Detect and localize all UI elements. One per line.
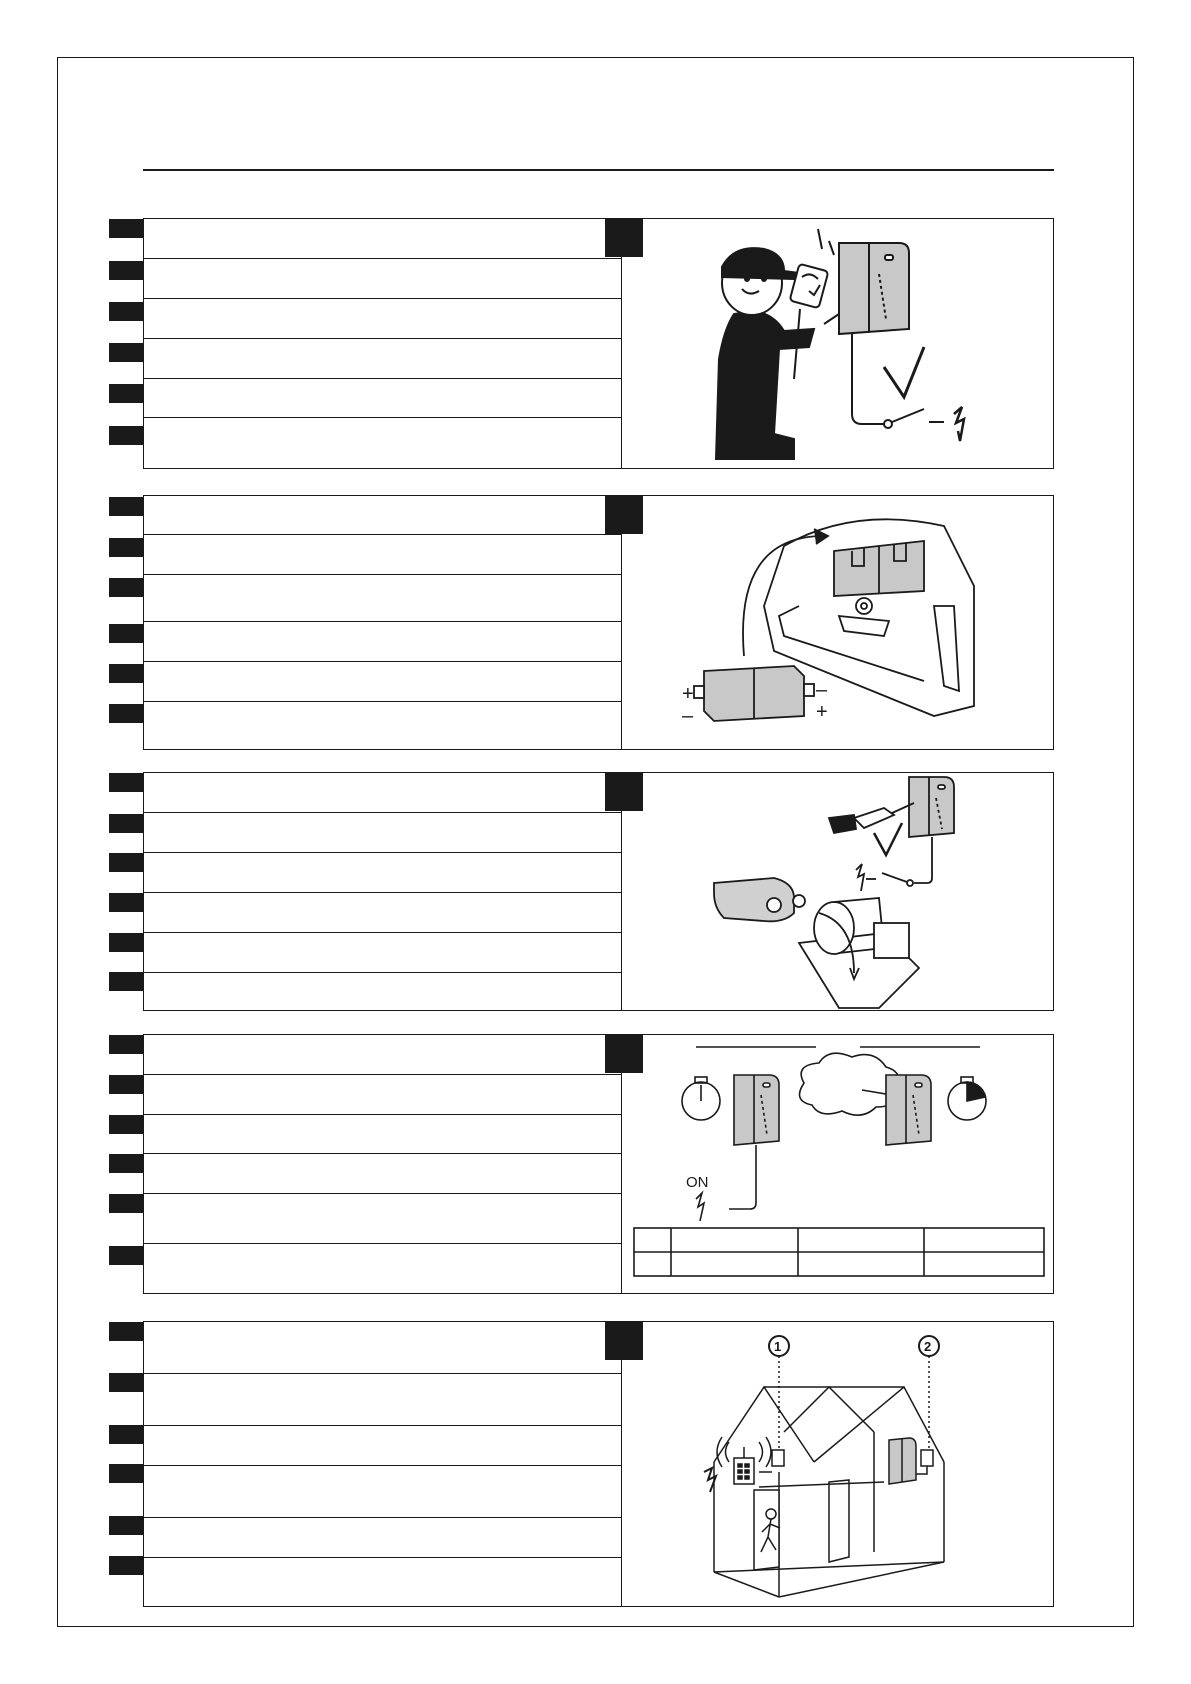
row-separator <box>144 534 621 535</box>
section-5-tab-5 <box>109 1516 143 1535</box>
section-4-tab-1 <box>109 1035 143 1054</box>
checkmark-icon <box>884 347 924 397</box>
section-4 <box>143 1034 1054 1294</box>
section-3-tab-4 <box>109 893 143 912</box>
row-separator <box>144 1425 621 1426</box>
row-separator <box>144 1193 621 1194</box>
row-separator <box>144 338 621 339</box>
screwdriver-icon <box>829 803 914 833</box>
section-1-tab-5 <box>109 384 143 403</box>
section-5-tab-1 <box>109 1322 143 1341</box>
row-separator <box>144 574 621 575</box>
polarity-plus-right: + <box>816 701 828 723</box>
timer-icon <box>948 1077 986 1120</box>
section-4-tab-6 <box>109 1246 143 1265</box>
section-2 <box>143 495 1054 750</box>
section-2-tab-4 <box>109 624 143 643</box>
battery-icon <box>834 541 924 596</box>
row-separator <box>144 298 621 299</box>
polarity-minus-left: – <box>682 705 694 727</box>
row-separator <box>144 1074 621 1075</box>
technician-figure <box>716 229 839 459</box>
section-3-tab-1 <box>109 773 143 792</box>
section-1-tab-3 <box>109 302 143 321</box>
section-2-tab-5 <box>109 664 143 683</box>
heater-unit-icon <box>839 243 909 424</box>
section-1-tab-6 <box>109 426 143 445</box>
section-5-tab-6 <box>109 1556 143 1575</box>
row-separator <box>144 1114 621 1115</box>
section-4-tab-3 <box>109 1115 143 1134</box>
section-5-tab-3 <box>109 1425 143 1444</box>
row-separator <box>144 1517 621 1518</box>
section-1-tab-2 <box>109 261 143 280</box>
row-separator <box>144 701 621 702</box>
marker-1-label: 1 <box>774 1339 782 1354</box>
settings-table <box>634 1228 1044 1276</box>
row-separator <box>144 378 621 379</box>
section-2-tab-3 <box>109 578 143 597</box>
row-separator <box>144 812 621 813</box>
row-separator <box>144 1373 621 1374</box>
lightning-icon <box>696 1193 704 1221</box>
section-3-tab-3 <box>109 853 143 872</box>
section-2-tab-1 <box>109 497 143 516</box>
section-1 <box>143 218 1054 469</box>
section-divider <box>621 1035 622 1293</box>
cloud-icon <box>800 1053 899 1115</box>
row-separator <box>144 1243 621 1244</box>
row-separator <box>144 892 621 893</box>
polarity-minus-right: – <box>816 679 828 701</box>
row-separator <box>144 417 621 418</box>
section-2-tab-6 <box>109 704 143 723</box>
battery-illustration <box>624 496 1052 748</box>
preheat-timer-illustration <box>624 1035 1052 1292</box>
section-4-tab-5 <box>109 1194 143 1213</box>
heater-unit-icon <box>886 1075 931 1145</box>
house-illustration <box>624 1322 1052 1605</box>
row-separator <box>144 972 621 973</box>
title-rule <box>143 169 1054 171</box>
section-1-tab-1 <box>109 219 143 238</box>
on-label: ON <box>686 1174 709 1191</box>
section-2-tab-2 <box>109 538 143 557</box>
section-1-tab-4 <box>109 343 143 362</box>
row-separator <box>144 1465 621 1466</box>
row-separator <box>144 1557 621 1558</box>
heater-unit-icon <box>909 777 954 883</box>
section-3-tab-5 <box>109 933 143 952</box>
section-4-tab-2 <box>109 1075 143 1094</box>
section-5-tab-4 <box>109 1464 143 1483</box>
marker-2-label: 2 <box>924 1339 932 1354</box>
technician-illustration <box>624 219 1052 467</box>
row-separator <box>144 852 621 853</box>
checkmark-icon <box>874 823 902 855</box>
heater-unit-icon <box>889 1438 916 1484</box>
row-separator <box>144 932 621 933</box>
section-5 <box>143 1321 1054 1607</box>
polarity-plus-left: + <box>682 683 694 705</box>
section-divider <box>621 1322 622 1606</box>
lightning-icon <box>856 864 864 891</box>
lightning-icon <box>954 407 964 441</box>
row-separator <box>144 661 621 662</box>
section-3 <box>143 772 1054 1011</box>
row-separator <box>144 621 621 622</box>
section-5-tab-2 <box>109 1373 143 1392</box>
row-separator <box>144 1153 621 1154</box>
section-3-tab-6 <box>109 972 143 991</box>
row-separator <box>144 258 621 259</box>
battery-icon <box>694 666 814 721</box>
timer-icon <box>682 1077 720 1120</box>
heater-unit-icon <box>729 1075 779 1209</box>
section-3-tab-2 <box>109 814 143 833</box>
section-4-tab-4 <box>109 1154 143 1173</box>
house-icon <box>714 1387 944 1597</box>
motor-illustration <box>624 773 1052 1009</box>
